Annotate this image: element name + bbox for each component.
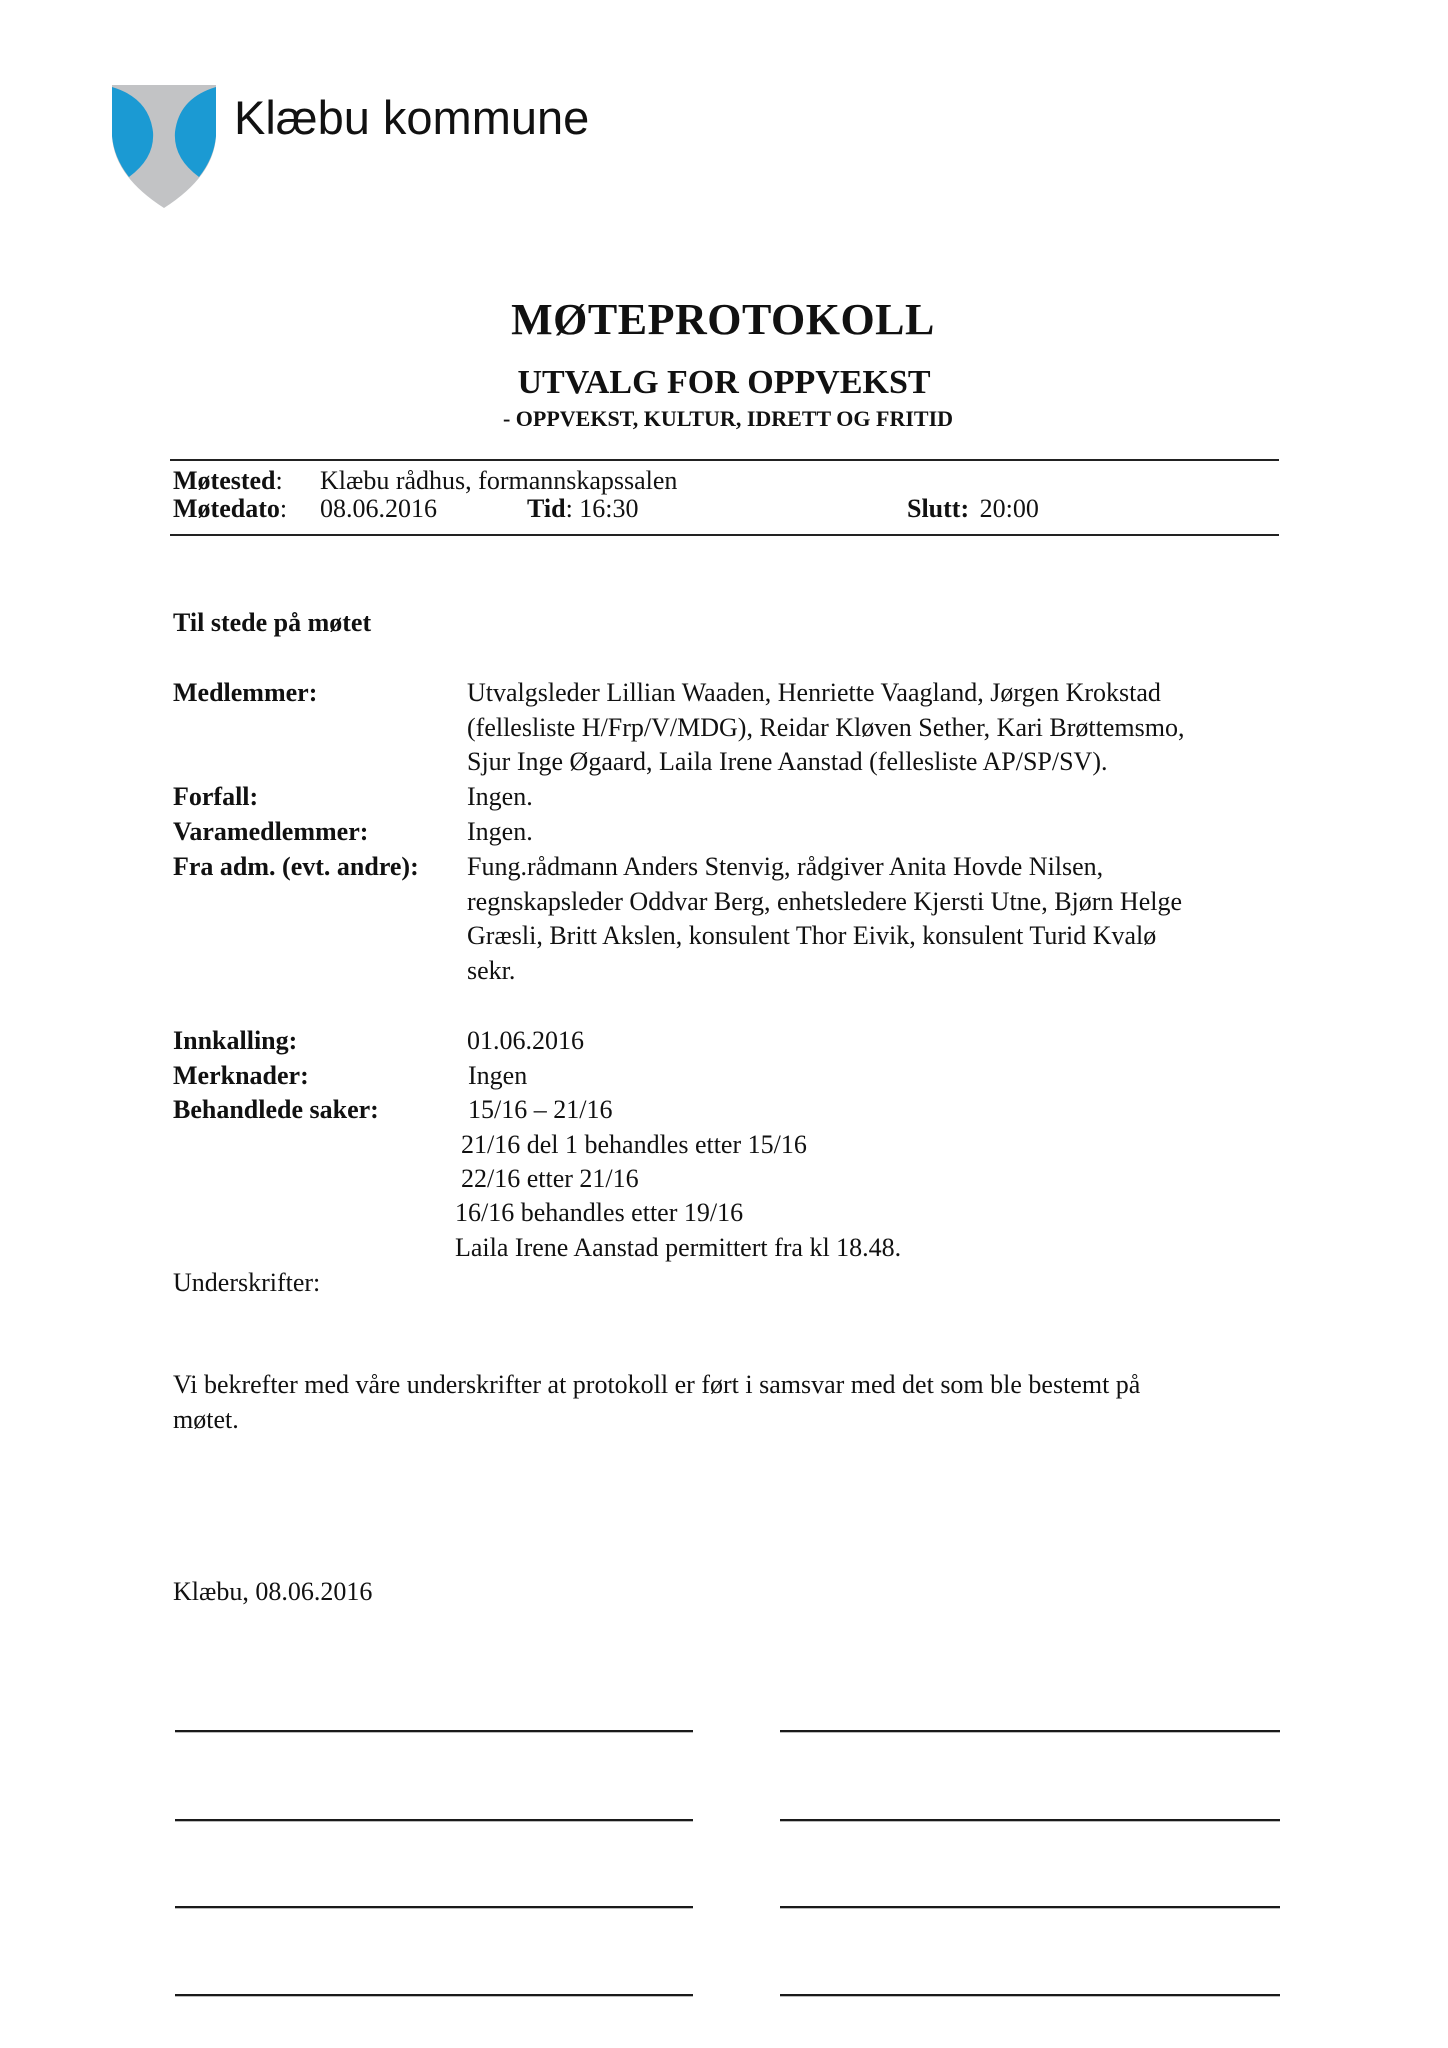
attendance-heading: Til stede på møtet [173, 608, 372, 637]
summons-label: Innkalling: [173, 1026, 298, 1055]
signature-line [175, 1994, 693, 1997]
signature-line [175, 1906, 693, 1909]
date-colon: : [279, 494, 288, 523]
signature-line [780, 1730, 1280, 1733]
signatures-label: Underskrifter: [173, 1268, 321, 1297]
end-group [907, 492, 1039, 527]
cases-line: 15/16 – 21/16 [468, 1095, 613, 1124]
remarks-value: Ingen [468, 1061, 528, 1090]
members-label: Medlemmer: [173, 678, 318, 707]
committee-title: UTVALG FOR OPPVEKST [517, 364, 931, 401]
end-label: Slutt: [907, 494, 970, 523]
confirmation-text [173, 1368, 1140, 1437]
absent-value: Ingen. [467, 782, 533, 811]
divider-bottom [170, 534, 1279, 536]
location-colon: : [275, 466, 283, 495]
members-line: (fellesliste H/Frp/V/MDG), Reidar Kløven Sether, Kari Brøttemsmo, [467, 712, 1185, 742]
cases-label: Behandlede saker: [173, 1095, 379, 1124]
admin-line: Fung.rådmann Anders Stenvig, rådgiver Anita Hovde Nilsen, [467, 852, 1104, 881]
location-label: Møtested [173, 466, 276, 495]
admin-label: Fra adm. (evt. andre): [173, 852, 419, 881]
admin-list [467, 850, 1182, 988]
date-label-group [173, 492, 287, 527]
substitutes-label: Varamedlemmer: [173, 817, 369, 846]
place-date: Klæbu, 08.06.2016 [173, 1577, 373, 1606]
time-value: 16:30 [579, 494, 639, 523]
document-title-wrapper [0, 294, 1448, 345]
cases-line: 16/16 behandles etter 19/16 [455, 1198, 744, 1227]
cases-line: Laila Irene Aanstad permittert fra kl 18.48. [455, 1233, 902, 1262]
admin-line: sekr. [467, 955, 516, 985]
document-title: MØTEPROTOKOLL [511, 295, 935, 344]
signature-line [780, 1819, 1280, 1822]
end-value: 20:00 [979, 494, 1039, 523]
signature-line [780, 1994, 1280, 1997]
time-label: Tid [527, 494, 566, 523]
admin-line: Græsli, Britt Akslen, konsulent Thor Eivik, konsulent Turid Kvalø [467, 921, 1157, 951]
signature-line [175, 1819, 693, 1822]
confirmation-line: Vi bekrefter med våre underskrifter at protokoll er ført i samsvar med det som ble bestemt på [173, 1370, 1141, 1399]
signature-line [175, 1730, 693, 1733]
date-label: Møtedato [173, 494, 280, 523]
remarks-label: Merknader: [173, 1061, 309, 1090]
signature-line [780, 1906, 1280, 1909]
cases-line: 21/16 del 1 behandles etter 15/16 [461, 1130, 807, 1159]
admin-line: regnskapsleder Oddvar Berg, enhetsledere Kjersti Utne, Bjørn Helge [467, 886, 1183, 916]
members-line: Utvalgsleder Lillian Waaden, Henriette Vaagland, Jørgen Krokstad [467, 678, 1161, 707]
summons-value: 01.06.2016 [467, 1026, 584, 1055]
coat-of-arms-icon [111, 84, 217, 210]
committee-subtitle: - OPPVEKST, KULTUR, IDRETT OG FRITID [502, 406, 954, 431]
location-value: Klæbu rådhus, formannskapssalen [320, 466, 678, 495]
confirmation-line: møtet. [173, 1404, 239, 1434]
committee-title-wrapper [0, 364, 1448, 402]
substitutes-value: Ingen. [467, 817, 533, 846]
date-value: 08.06.2016 [320, 494, 437, 523]
cases-line: 22/16 etter 21/16 [461, 1164, 639, 1193]
time-group [527, 492, 639, 527]
absent-label: Forfall: [173, 782, 259, 811]
organization-name: Klæbu kommune [234, 91, 590, 144]
divider-top [170, 459, 1279, 461]
committee-subtitle-wrapper [0, 406, 1448, 432]
time-colon: : [565, 494, 573, 523]
members-line: Sjur Inge Øgaard, Laila Irene Aanstad (fellesliste AP/SP/SV). [467, 747, 1108, 777]
members-list [467, 676, 1184, 780]
